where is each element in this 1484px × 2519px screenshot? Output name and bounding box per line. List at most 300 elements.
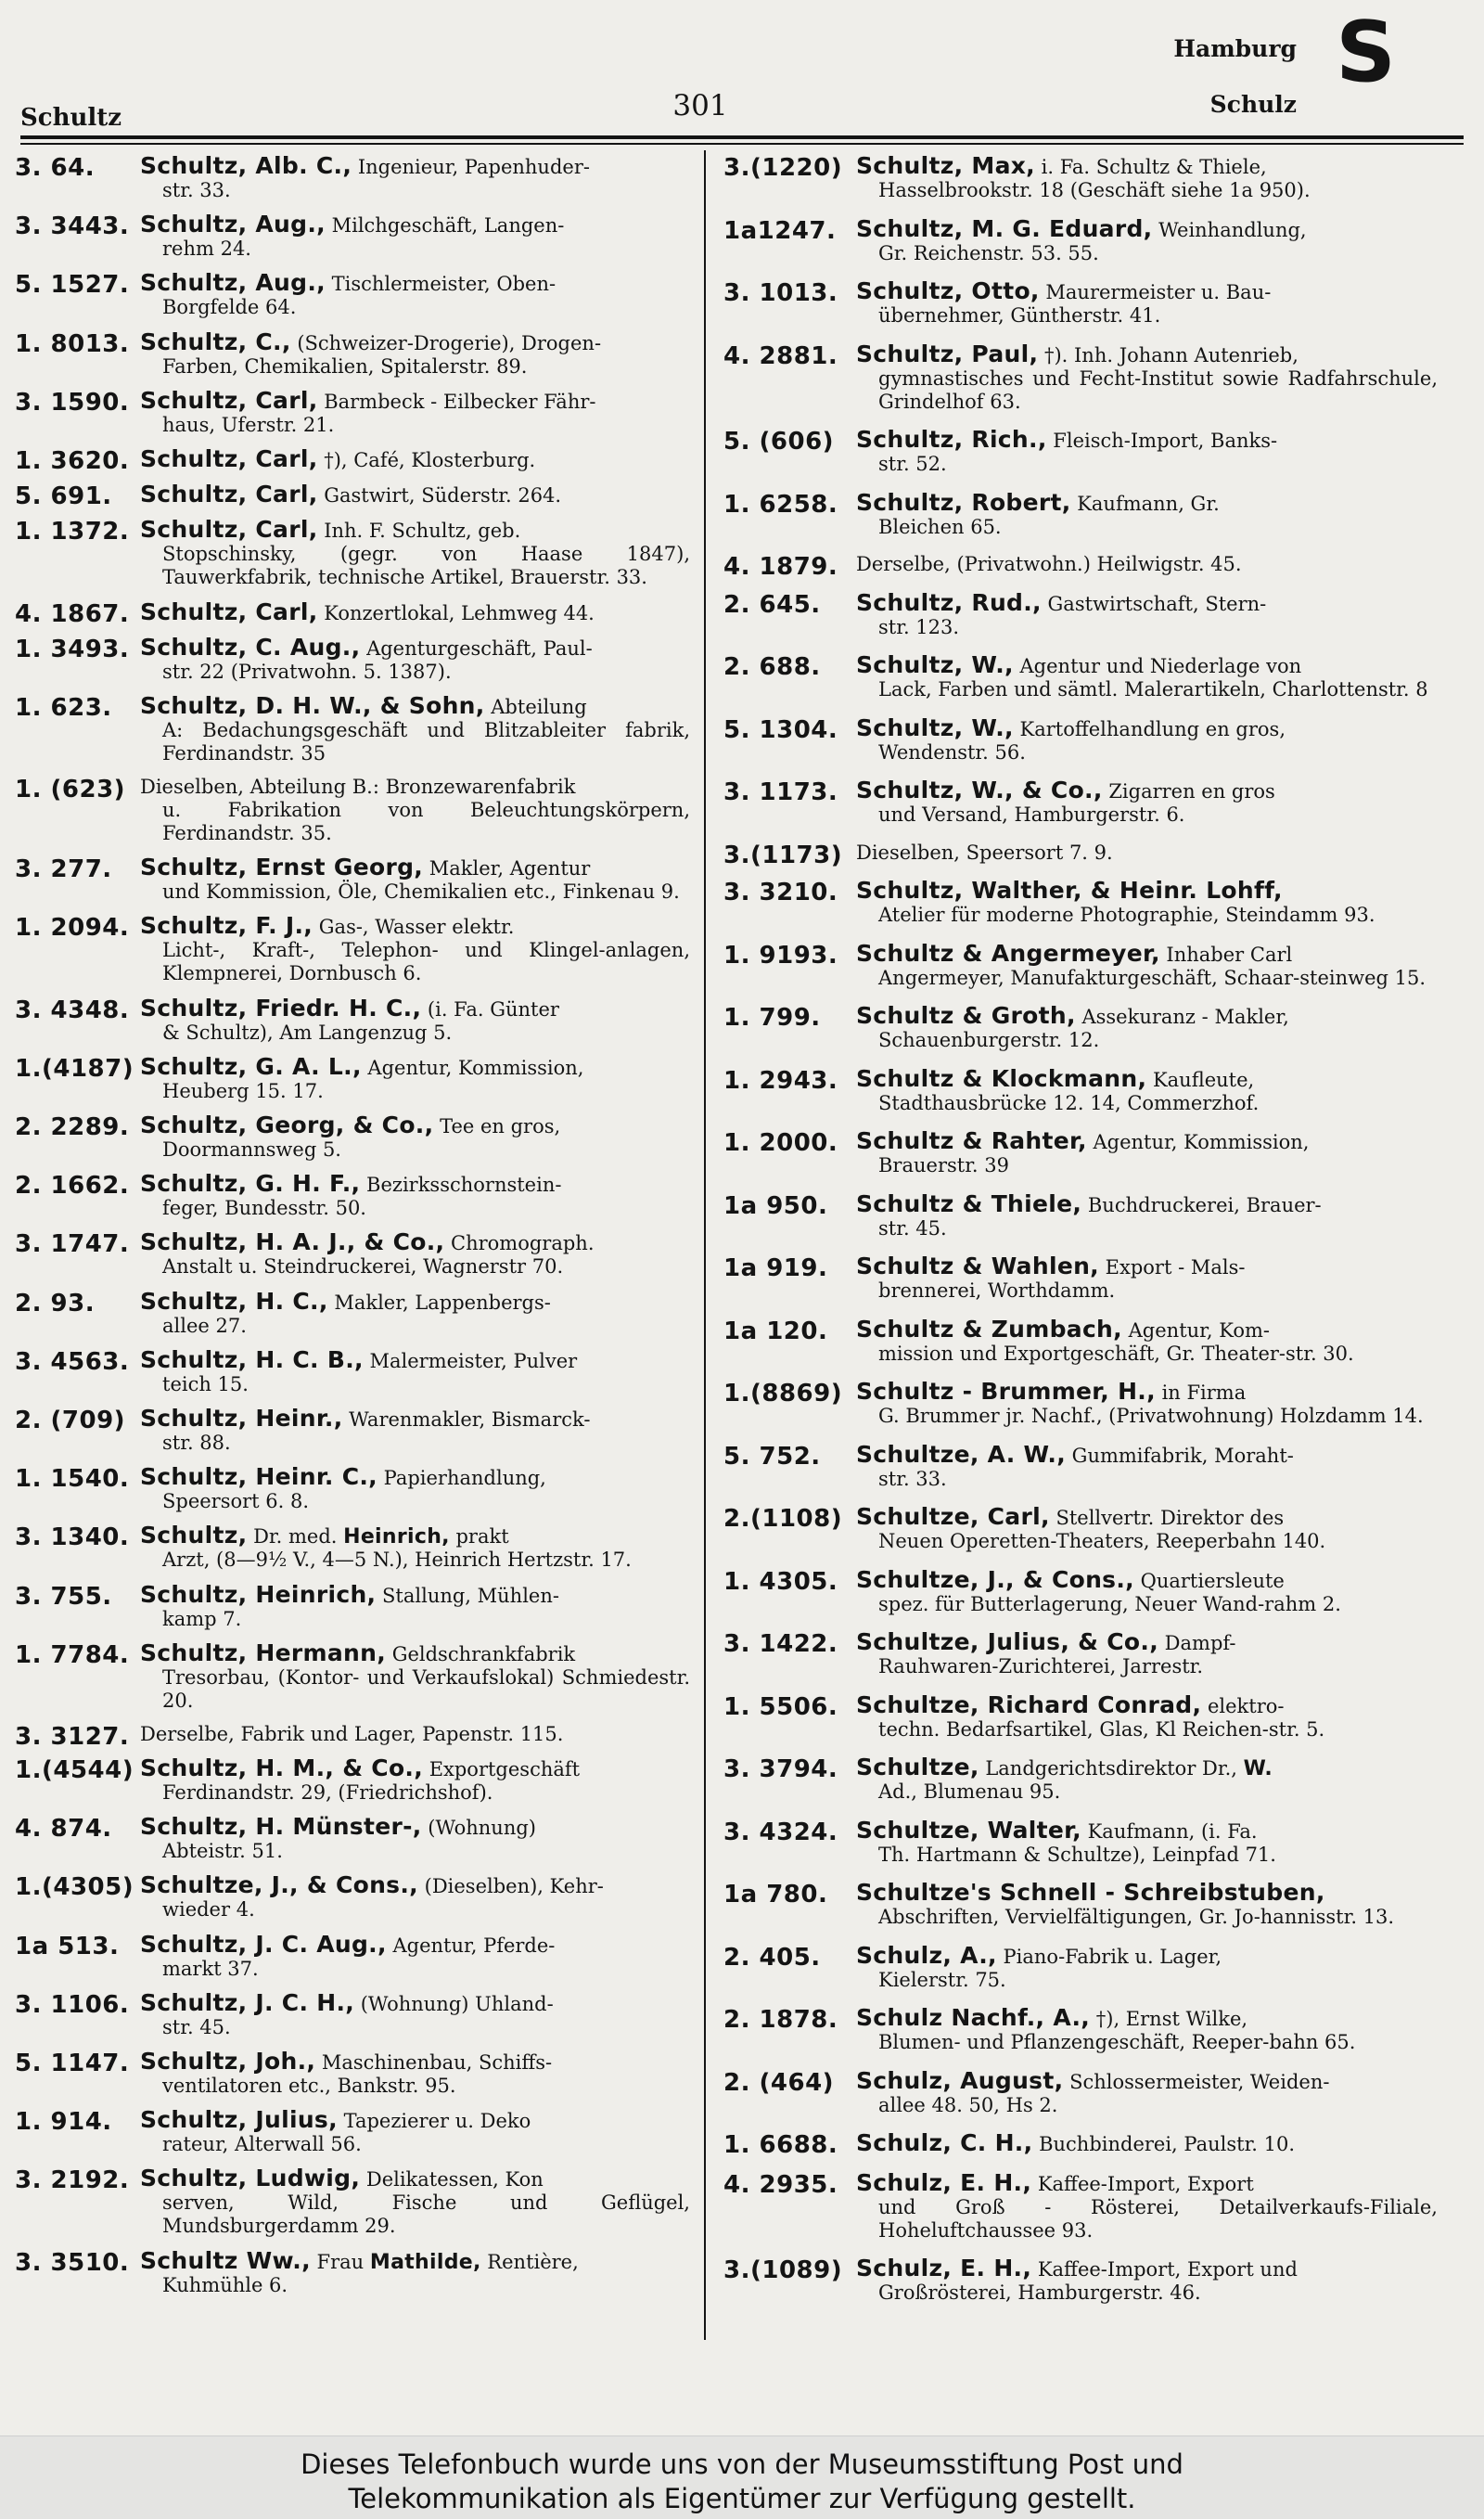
entry-text xyxy=(140,1723,690,1746)
entry-continuation: und Kommission, Öle, Chemikalien etc., Finkenau 9. xyxy=(162,880,680,904)
phone-number: 3. 755. xyxy=(15,1582,112,1611)
entry-text xyxy=(856,1565,1438,1593)
entry-text xyxy=(140,1230,690,1255)
subscriber-name: Schultz, H. M., & Co., xyxy=(140,1754,424,1782)
subscriber-name: Schultz, Aug., xyxy=(140,269,326,297)
directory-entry xyxy=(15,1230,690,1279)
phone-number: 1. 6688. xyxy=(723,2131,838,2159)
entry-continuation: Ad., Blumenau 95. xyxy=(878,1780,1061,1803)
entry-continuation: Angermeyer, Manufakturgeschäft, Schaar-steinweg 15. xyxy=(878,966,1426,989)
subscriber-name: Schultz, D. H. W., & Sohn, xyxy=(140,691,485,719)
footer-line-2: Telekommunikation als Eigentümer zur Verfügung gestellt. xyxy=(348,2483,1136,2514)
phone-number: 2. 2289. xyxy=(15,1113,130,1141)
directory-entry xyxy=(723,1004,1438,1052)
entry-continuation: Anstalt u. Steindruckerei, Wagnerstr 70. xyxy=(162,1255,564,1279)
subscriber-name: Schultz, Alb. C., xyxy=(140,152,352,179)
entry-continuation: gymnastisches und Fecht-Institut sowie Radfahrschule, Grindelhof 63. xyxy=(878,366,1438,413)
subscriber-name: Schultze, Walter, xyxy=(856,1816,1081,1844)
phone-number: 5. 1304. xyxy=(723,715,838,744)
entry-details: Agentur, Pferde- xyxy=(386,1934,556,1957)
phone-number: 1. 3620. xyxy=(15,446,130,475)
entry-text xyxy=(856,653,1438,678)
directory-entry xyxy=(723,778,1438,827)
entry-text xyxy=(140,2108,690,2133)
phone-number: 2. 93. xyxy=(15,1289,96,1317)
entry-details: †), Ernst Wilke, xyxy=(1090,2008,1248,2030)
entry-details: Export - Mals- xyxy=(1098,1256,1246,1279)
phone-number: 1a 950. xyxy=(723,1191,828,1220)
entry-text xyxy=(856,1317,1438,1343)
entry-details: Delikatessen, Kon xyxy=(360,2168,544,2191)
entry-continuation: str. 22 (Privatwohn. 5. 1387). xyxy=(162,660,452,683)
entry-details: (Wohnung) xyxy=(421,1817,536,1840)
phone-number: 3. 1422. xyxy=(723,1630,838,1658)
city-heading: Hamburg xyxy=(1173,35,1297,62)
entry-details: Dr. med. xyxy=(247,1525,344,1549)
entry-text xyxy=(140,518,690,543)
entry-continuation: Stadthausbrücke 12. 14, Commerzhof. xyxy=(878,1091,1260,1114)
directory-entry xyxy=(15,444,690,475)
entry-details: Derselbe, (Privatwohn.) Heilwigstr. 45. xyxy=(856,553,1242,575)
subscriber-name: Schultz, Robert, xyxy=(856,488,1071,516)
phone-number: 1. 914. xyxy=(15,2108,112,2137)
directory-entry xyxy=(723,841,1438,869)
entry-text xyxy=(140,444,690,472)
subscriber-name: Schultz, Aug., xyxy=(140,211,326,238)
subscriber-name: Schultz, J. C. H., xyxy=(140,1988,355,2016)
phone-number: 1a1247. xyxy=(723,216,837,245)
page-number: 301 xyxy=(672,89,728,122)
directory-entry xyxy=(15,914,690,985)
entry-text xyxy=(140,1641,690,1666)
entry-details: Agentur und Niederlage von xyxy=(1013,655,1302,677)
entry-continuation: serven, Wild, Fische und Geflügel, Mundsburgerdamm 29. xyxy=(162,2191,690,2238)
entry-continuation: wieder 4. xyxy=(162,1898,255,1921)
entry-details: Fleisch-Import, Banks- xyxy=(1046,430,1278,452)
entry-details: Gastwirtschaft, Stern- xyxy=(1041,592,1267,615)
entry-details: Agenturgeschäft, Paul- xyxy=(360,636,593,660)
subscriber-name: Schultz, Carl, xyxy=(140,444,318,472)
entry-continuation: Neuen Operetten-Theaters, Reeperbahn 140. xyxy=(878,1530,1326,1552)
entry-text xyxy=(140,1580,690,1608)
entry-continuation: Wendenstr. 56. xyxy=(878,740,1026,764)
subscriber-name: Schultz, Rud., xyxy=(856,588,1042,616)
phone-number: 3. 1747. xyxy=(15,1230,130,1259)
entry-continuation: und Versand, Hamburgerstr. 6. xyxy=(878,803,1185,826)
entry-continuation: str. 123. xyxy=(878,615,960,638)
directory-entry xyxy=(723,1317,1438,1366)
directory-entry xyxy=(723,279,1438,328)
entry-continuation: & Schultz), Am Langenzug 5. xyxy=(162,1021,453,1044)
entry-text xyxy=(140,1287,690,1315)
phone-number: 5. 691. xyxy=(15,482,112,511)
entry-text xyxy=(140,154,690,179)
subscriber-name: Schultz, Carl, xyxy=(140,481,318,508)
directory-entry xyxy=(15,2108,690,2156)
phone-number: 1. 1372. xyxy=(15,518,130,546)
phone-number: 1. 4305. xyxy=(723,1567,838,1596)
entry-text xyxy=(140,1404,690,1432)
entry-continuation: Atelier für moderne Photographie, Steindamm 93. xyxy=(878,904,1375,926)
subscriber-name: Schultz, C. Aug., xyxy=(140,633,361,661)
directory-entry xyxy=(723,2129,1438,2159)
entry-continuation: Farben, Chemikalien, Spitalerstr. 89. xyxy=(162,354,528,378)
entry-continuation: str. 45. xyxy=(162,2015,231,2038)
entry-details-extra: prakt xyxy=(449,1525,509,1549)
subscriber-name: Schultz, H. Münster-, xyxy=(140,1813,422,1841)
header-rule xyxy=(20,135,1464,139)
entry-continuation: A: Bedachungsgeschäft und Blitzableiter fabrik, Ferdinandstr. 35 xyxy=(162,718,690,765)
subscriber-name: Schulz, C. H., xyxy=(856,2129,1033,2156)
entry-details: Piano-Fabrik u. Lager, xyxy=(996,1945,1222,1968)
right-column xyxy=(723,154,1438,2320)
entry-continuation: Abteistr. 51. xyxy=(162,1840,283,1863)
entry-details: Geldschrankfabrik xyxy=(386,1642,576,1665)
entry-details: (i. Fa. Günter xyxy=(421,997,559,1021)
entry-text xyxy=(856,1380,1438,1405)
entry-details: Kaufmann, (i. Fa. xyxy=(1081,1819,1258,1843)
directory-entry xyxy=(723,428,1438,476)
subscriber-name: Schultz & Groth, xyxy=(856,1002,1076,1029)
directory-entry xyxy=(723,588,1438,639)
phone-number: 1.(8869) xyxy=(723,1380,843,1407)
phone-number: 3. 1013. xyxy=(723,279,838,307)
directory-entry xyxy=(15,1641,690,1713)
entry-text xyxy=(856,154,1438,179)
entry-continuation: spez. für Butterlagerung, Neuer Wand-rahm 2. xyxy=(878,1592,1341,1615)
directory-entry xyxy=(723,879,1438,927)
directory-entry xyxy=(723,1505,1438,1553)
subscriber-name: Schultze, Richard Conrad, xyxy=(856,1690,1202,1718)
directory-entry xyxy=(723,653,1438,701)
directory-entry xyxy=(723,1816,1438,1867)
entry-text xyxy=(856,1505,1438,1530)
phone-number: 3. 3127. xyxy=(15,1722,130,1751)
entry-details: Tapezierer u. Deko xyxy=(337,2110,531,2133)
directory-entry xyxy=(723,488,1438,539)
subscriber-name: Schultz, Heinrich, xyxy=(140,1580,377,1608)
header-rule-thin xyxy=(20,143,1464,145)
subscriber-name: Schultz Ww., xyxy=(140,2246,311,2274)
phone-number: 2. (464) xyxy=(723,2068,835,2097)
subscriber-name: Schulz, E. H., xyxy=(856,2168,1032,2196)
phone-number: 3. 64. xyxy=(15,154,96,182)
entry-details: Kaffee-Import, Export und xyxy=(1031,2258,1298,2281)
entry-continuation: und Groß - Rösterei, Detailverkaufs-Filiale, Hoheluftchaussee 93. xyxy=(878,2195,1438,2242)
entry-text xyxy=(856,342,1438,367)
subscriber-name: Schultze's Schnell - Schreibstuben, xyxy=(856,1879,1325,1906)
phone-number: 2. 645. xyxy=(723,590,821,619)
entry-continuation: Borgfelde 64. xyxy=(162,296,297,319)
footer-line-1: Dieses Telefonbuch wurde uns von der Museumsstiftung Post und xyxy=(301,2448,1183,2480)
subscriber-name: Schultz, Walther, & Heinr. Lohff, xyxy=(856,877,1283,904)
entry-text xyxy=(140,482,690,508)
left-column xyxy=(15,154,690,2307)
entry-details: Exportgeschäft xyxy=(423,1758,581,1781)
directory-entry xyxy=(15,386,690,437)
entry-details: Bezirksschornstein- xyxy=(360,1174,562,1197)
phone-number: 1. 3493. xyxy=(15,635,130,663)
entry-continuation: Gr. Reichenstr. 53. 55. xyxy=(878,241,1099,264)
entry-text xyxy=(856,2066,1438,2094)
directory-entry xyxy=(723,1129,1438,1177)
entry-text xyxy=(856,1755,1438,1780)
phone-number: 1a 919. xyxy=(723,1254,828,1282)
subscriber-name: Schultz, Otto, xyxy=(856,277,1040,304)
entry-text xyxy=(140,1930,690,1958)
subscriber-name: Schultz, Max, xyxy=(856,152,1035,179)
phone-number: 4. 874. xyxy=(15,1815,112,1844)
subscriber-name: Schultze, Julius, & Co., xyxy=(856,1628,1158,1655)
directory-entry xyxy=(723,939,1438,990)
entry-text xyxy=(856,1881,1438,1906)
entry-text xyxy=(856,214,1438,242)
entry-continuation: techn. Bedarfsartikel, Glas, Kl Reichen-str. 5. xyxy=(878,1717,1325,1741)
phone-number: 1. 2094. xyxy=(15,914,130,943)
entry-continuation: Ferdinandstr. 29, (Friedrichshof). xyxy=(162,1781,493,1805)
entry-details: Inh. F. Schultz, geb. xyxy=(317,520,521,543)
entry-details: Gas-, Wasser elektr. xyxy=(313,916,515,939)
directory-entry xyxy=(15,1722,690,1751)
directory-entry xyxy=(15,1172,690,1220)
entry-text xyxy=(856,1064,1438,1092)
phone-number: 1. 623. xyxy=(15,693,112,722)
subscriber-given-name: Mathilde, xyxy=(369,2250,481,2274)
entry-details: Kaffee-Import, Export xyxy=(1031,2172,1254,2195)
subscriber-name: Schultz, Ernst Georg, xyxy=(140,854,424,881)
directory-entry xyxy=(723,1064,1438,1115)
entry-details: Tee en gros, xyxy=(433,1115,561,1137)
subscriber-name: Schultz, Carl, xyxy=(140,598,318,625)
subscriber-name: Schultz, G. A. L., xyxy=(140,1052,362,1080)
directory-entry xyxy=(15,481,690,511)
subscriber-name: Schulz Nachf., A., xyxy=(856,2004,1091,2031)
entry-continuation: haus, Uferstr. 21. xyxy=(162,413,335,436)
directory-entry xyxy=(15,1988,690,2039)
entry-continuation: Speersort 6. 8. xyxy=(162,1490,310,1513)
phone-number: 5. 1527. xyxy=(15,271,130,300)
subscriber-name: Schultz, H. C., xyxy=(140,1287,328,1315)
entry-text xyxy=(140,1988,690,2016)
entry-continuation: Kuhmühle 6. xyxy=(162,2273,288,2296)
running-head-right: Schulz xyxy=(1209,91,1297,118)
entry-details: elektro- xyxy=(1201,1694,1285,1717)
entry-text xyxy=(140,2246,690,2274)
entry-text xyxy=(856,1004,1438,1029)
entry-text xyxy=(140,855,690,880)
subscriber-name: Schulz, E. H., xyxy=(856,2255,1032,2281)
directory-entry xyxy=(15,1523,690,1572)
phone-number: 1a 780. xyxy=(723,1881,828,1909)
entry-details: Stallung, Mühlen- xyxy=(376,1584,559,1607)
entry-text xyxy=(856,588,1438,616)
entry-details: (Dieselben), Kehr- xyxy=(417,1875,604,1898)
entry-details: in Firma xyxy=(1155,1382,1247,1404)
entry-details: Makler, Agentur xyxy=(423,857,591,880)
directory-entry xyxy=(15,691,690,765)
subscriber-name: Schultz, Hermann, xyxy=(140,1639,387,1666)
entry-details: †), Café, Klosterburg. xyxy=(317,448,536,471)
directory-entry xyxy=(15,271,690,319)
entry-details: Papierhandlung, xyxy=(377,1467,546,1490)
entry-details: Agentur, Kom- xyxy=(1121,1318,1271,1342)
entry-continuation: str. 33. xyxy=(162,179,231,201)
phone-number: 3. 3443. xyxy=(15,212,130,241)
entry-text xyxy=(140,1523,690,1549)
entry-continuation: Licht-, Kraft-, Telephon- und Klingel-anlagen, Klempnerei, Dornbusch 6. xyxy=(162,939,690,985)
entry-continuation: Heuberg 15. 17. xyxy=(162,1079,324,1102)
directory-entry xyxy=(15,598,690,628)
entry-details: Kartoffelhandlung en gros, xyxy=(1013,717,1286,740)
subscriber-name: Schultz, H. C. B., xyxy=(140,1345,364,1373)
entry-details: (Schweizer-Drogerie), Drogen- xyxy=(290,331,602,354)
subscriber-name: Schultz, F. J., xyxy=(140,912,313,940)
entry-details: Gummifabrik, Moraht- xyxy=(1066,1444,1294,1467)
footer-banner xyxy=(0,2435,1484,2519)
entry-text xyxy=(856,1630,1438,1655)
phone-number: 5. 752. xyxy=(723,1442,821,1471)
directory-entry xyxy=(723,154,1438,202)
directory-entry xyxy=(15,1287,690,1338)
entry-text xyxy=(140,600,690,625)
entry-continuation: Doormannsweg 5. xyxy=(162,1138,341,1161)
entry-continuation: str. 52. xyxy=(878,453,947,475)
entry-details: Frau xyxy=(310,2250,370,2273)
entry-details-extra: Rentière, xyxy=(480,2250,579,2273)
entry-details: Dieselben, Speersort 7. 9. xyxy=(856,841,1113,864)
phone-number: 2.(1108) xyxy=(723,1505,843,1533)
entry-text xyxy=(856,1129,1438,1154)
entry-continuation: Lack, Farben und sämtl. Malerartikeln, Charlottenstr. 8 xyxy=(878,678,1428,700)
phone-number: 2. 1878. xyxy=(723,2006,838,2034)
directory-entry xyxy=(15,1873,690,1921)
subscriber-name: Schultz, Heinr., xyxy=(140,1404,343,1432)
entry-text xyxy=(140,1465,690,1490)
subscriber-name: Schultz, Carl, xyxy=(140,386,318,414)
directory-entry xyxy=(723,1565,1438,1616)
entry-details: Dieselben, Abteilung B.: Bronzewarenfabrik xyxy=(140,776,576,799)
entry-details: Zigarren en gros xyxy=(1102,780,1275,803)
phone-number: 5. 1147. xyxy=(15,2050,130,2077)
entry-continuation: u. Fabrikation von Beleuchtungskörpern, Ferdinandstr. 35. xyxy=(162,799,690,845)
entry-text xyxy=(140,691,690,719)
phone-number: 1.(4544) xyxy=(15,1756,134,1785)
entry-continuation: G. Brummer jr. Nachf., (Privatwohnung) Holzdamm 14. xyxy=(878,1405,1424,1427)
directory-entry xyxy=(15,1580,690,1631)
entry-details: Assekuranz - Makler, xyxy=(1075,1006,1289,1028)
entry-continuation: brennerei, Worthdamm. xyxy=(878,1279,1116,1302)
column-divider xyxy=(704,150,706,2340)
entry-continuation: teich 15. xyxy=(162,1372,249,1395)
phone-number: 3. 3210. xyxy=(723,879,838,906)
phone-number: 3. 4324. xyxy=(723,1818,838,1846)
directory-entry xyxy=(723,713,1438,765)
entry-details: Milchgeschäft, Langen- xyxy=(325,214,565,238)
subscriber-given-name: Heinrich, xyxy=(343,1525,450,1549)
entry-text xyxy=(140,330,690,355)
running-head-left: Schultz xyxy=(20,104,122,132)
entry-text xyxy=(140,2050,690,2075)
entry-text xyxy=(856,2168,1438,2196)
subscriber-name: Schultz, xyxy=(140,1522,248,1549)
entry-continuation: str. 33. xyxy=(878,1467,947,1490)
directory-entry xyxy=(723,1380,1438,1428)
directory-entry xyxy=(723,1630,1438,1678)
directory-entry xyxy=(15,1930,690,1981)
entry-continuation: Brauerstr. 39 xyxy=(878,1154,1010,1176)
entry-continuation: kamp 7. xyxy=(162,1607,242,1630)
entry-details: Ingenieur, Papenhuder- xyxy=(352,156,590,178)
entry-details: Quartiersleute xyxy=(1133,1569,1285,1592)
directory-entry xyxy=(15,1756,690,1805)
entry-text xyxy=(856,1189,1438,1217)
phone-number: 4. 1879. xyxy=(723,553,838,581)
directory-entry xyxy=(15,855,690,904)
entry-details: Abteilung xyxy=(484,695,587,718)
entry-text xyxy=(856,488,1438,516)
directory-entry xyxy=(15,1815,690,1863)
subscriber-name: Schultz, Rich., xyxy=(856,426,1047,453)
entry-continuation: Stopschinsky, (gegr. von Haase 1847), Tauwerkfabrik, technische Artikel, Brauerstr. 33. xyxy=(162,543,690,589)
phone-number: 3.(1173) xyxy=(723,841,843,869)
entry-continuation: markt 37. xyxy=(162,1957,259,1980)
phone-number: 2. 688. xyxy=(723,653,821,681)
entry-details: Tischlermeister, Oben- xyxy=(325,273,556,296)
entry-details: Maurermeister u. Bau- xyxy=(1039,281,1272,303)
directory-entry xyxy=(15,2050,690,2098)
subscriber-given-name: W. xyxy=(1243,1757,1273,1780)
entry-text xyxy=(856,1254,1438,1279)
entry-text xyxy=(856,1440,1438,1468)
subscriber-name: Schultz & Zumbach, xyxy=(856,1315,1122,1343)
entry-details: †). Inh. Johann Autenrieb, xyxy=(1038,343,1298,366)
phone-number: 3. 3794. xyxy=(723,1755,838,1783)
phone-number: 3. 1173. xyxy=(723,778,838,806)
entry-text xyxy=(856,842,1438,865)
subscriber-name: Schultz, Joh., xyxy=(140,2048,316,2075)
subscriber-name: Schultz, Ludwig, xyxy=(140,2165,361,2192)
phone-number: 3. 1106. xyxy=(15,1990,130,2019)
phone-number: 2. 1662. xyxy=(15,1172,130,1201)
phone-number: 1. 2943. xyxy=(723,1066,838,1095)
subscriber-name: Schultz & Wahlen, xyxy=(856,1253,1099,1279)
entry-continuation: ventilatoren etc., Bankstr. 95. xyxy=(162,2075,456,2097)
entry-text xyxy=(140,1052,690,1080)
entry-text xyxy=(856,778,1438,803)
subscriber-name: Schultz & Angermeyer, xyxy=(856,939,1160,967)
entry-text xyxy=(140,776,690,799)
entry-continuation: Bleichen 65. xyxy=(878,515,1002,538)
subscriber-name: Schultze, xyxy=(856,1754,979,1780)
directory-entry xyxy=(15,1052,690,1103)
entry-details: Landgerichtsdirektor Dr., xyxy=(979,1757,1244,1780)
entry-details: (Wohnung) Uhland- xyxy=(354,1992,554,2015)
phone-number: 1. 2000. xyxy=(723,1129,838,1157)
entry-text xyxy=(140,386,690,414)
entry-details: Derselbe, Fabrik und Lager, Papenstr. 115. xyxy=(140,1722,564,1745)
entry-continuation: Rauhwaren-Zurichterei, Jarrestr. xyxy=(878,1655,1204,1677)
phone-number: 2. (709) xyxy=(15,1406,126,1434)
entry-continuation: Th. Hartmann & Schultze), Leinpfad 71. xyxy=(878,1843,1276,1866)
phone-number: 1. 7784. xyxy=(15,1640,130,1669)
entry-details: Konzertlokal, Lehmweg 44. xyxy=(317,601,595,624)
phone-number: 1. 6258. xyxy=(723,490,838,519)
phone-number: 1. 799. xyxy=(723,1004,821,1032)
subscriber-name: Schultz, G. H. F., xyxy=(140,1170,361,1198)
directory-entry xyxy=(723,553,1438,581)
entry-continuation: rateur, Alterwall 56. xyxy=(162,2133,362,2156)
entry-text xyxy=(140,996,690,1022)
